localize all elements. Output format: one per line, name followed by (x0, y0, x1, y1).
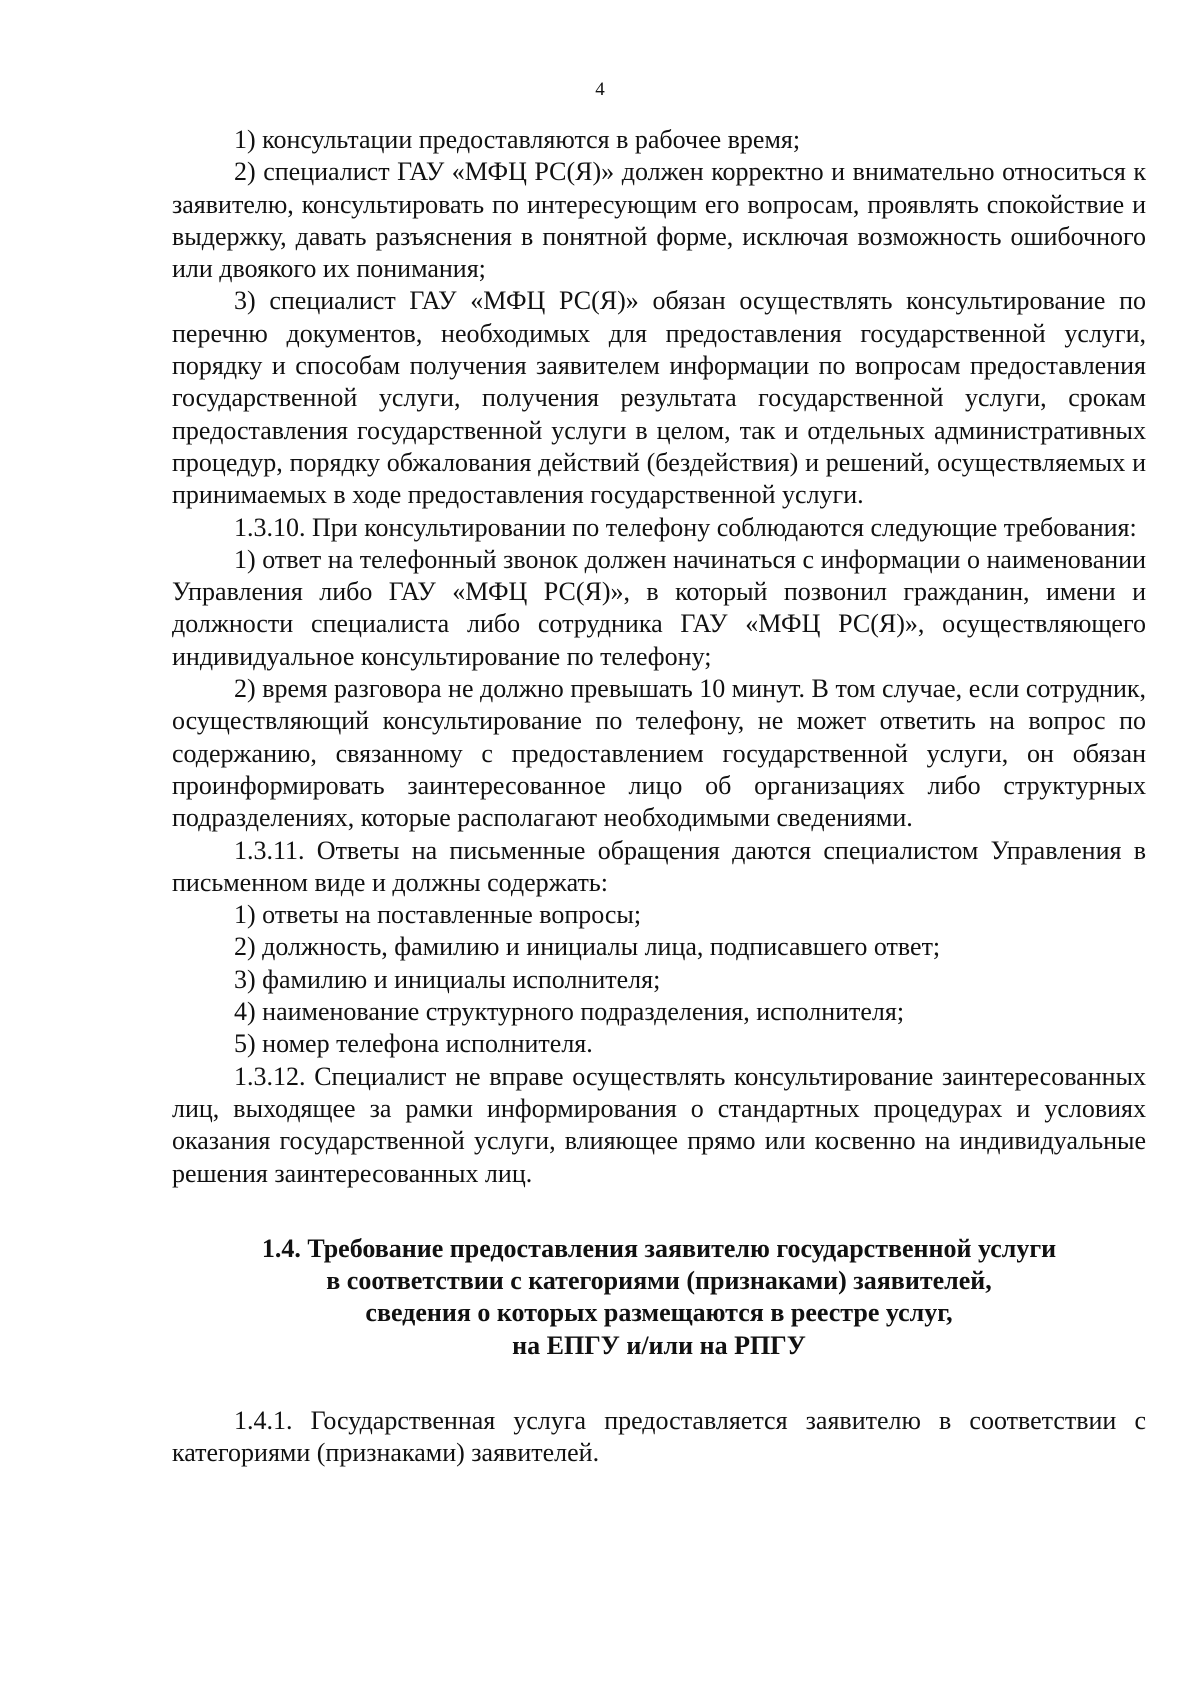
paragraph-1-3-11: 1.3.11. Ответы на письменные обращения даются специалистом Управления в письменном виде и должны содержать: (172, 835, 1146, 897)
paragraph-1-3-12: 1.3.12. Специалист не вправе осуществлять консультирование заинтересованных лиц, выходящее за рамки информирования о стандартных процедурах и условиях оказания государственной услуги, влияющее прямо или косвенно на индивидуальные решения заинтересованных лиц. (172, 1061, 1146, 1188)
section-heading-1-4 (172, 1233, 1146, 1362)
paragraph-phone-answer: 1) ответ на телефонный звонок должен начинаться с информации о наименовании Управления либо ГАУ «МФЦ РС(Я)», в который позвонил гражданин, имени и должности специалиста либо сотрудника ГАУ «МФЦ РС(Я)», осуществляющего индивидуальное консультирование по телефону; (172, 544, 1146, 671)
paragraph-1-3-10: 1.3.10. При консультировании по телефону соблюдаются следующие требования: (234, 512, 1137, 542)
list-item-executor-name: 3) фамилию и инициалы исполнителя; (234, 964, 661, 994)
heading-line: в соответствии с категориями (признаками) заявителей, (326, 1266, 992, 1296)
paragraph-consult-working-hours: 1) консультации предоставляются в рабочее время; (234, 125, 801, 154)
heading-line: сведения о которых размещаются в реестре услуг, (365, 1298, 953, 1328)
document-body (172, 124, 1146, 1470)
list-item-department: 4) наименование структурного подразделения, исполнителя; (234, 997, 905, 1027)
heading-line: на ЕПГУ и/или на РПГУ (512, 1330, 806, 1360)
paragraph-1-4-1: 1.4.1. Государственная услуга предоставляется заявителю в соответствии с категориями (признаками) заявителей. (172, 1405, 1146, 1468)
page-number: 4 (595, 79, 605, 100)
list-item-position-signer: 2) должность, фамилию и инициалы лица, подписавшего ответ; (234, 932, 941, 962)
heading-line: 1.4. Требование предоставления заявителю государственной услуги (261, 1233, 1057, 1263)
paragraph-specialist-conduct: 2) специалист ГАУ «МФЦ РС(Я)» должен корректно и внимательно относиться к заявителю, консультировать по интересующим его вопросам, проявлять спокойствие и выдержку, давать разъяснения в понятной форме, исключая возможность ошибочного или двоякого их понимания; (172, 157, 1146, 284)
list-item-answers: 1) ответы на поставленные вопросы; (234, 900, 642, 930)
paragraph-specialist-consulting-topics: 3) специалист ГАУ «МФЦ РС(Я)» обязан осуществлять консультирование по перечню документов, необходимых для предоставления государственной услуги, порядку и способам получения заявителем информации по вопросам предоставления государственной услуги, получения результата государственной услуги, срокам предоставления государственной услуги в целом, так и отдельных административных процедур, порядку обжалования действий (бездействия) и решений, осуществляемых и принимаемых в ходе предоставления государственной услуги. (172, 286, 1146, 510)
list-item-phone-number: 5) номер телефона исполнителя. (234, 1029, 593, 1059)
paragraph-call-duration: 2) время разговора не должно превышать 10 минут. В том случае, если сотрудник, осуществляющий консультирование по телефону, не может ответить на вопрос по содержанию, связанному с предоставлением государственной услуги, он обязан проинформировать заинтересованное лицо об организациях либо структурных подразделениях, которые располагают необходимыми сведениями. (172, 674, 1146, 833)
